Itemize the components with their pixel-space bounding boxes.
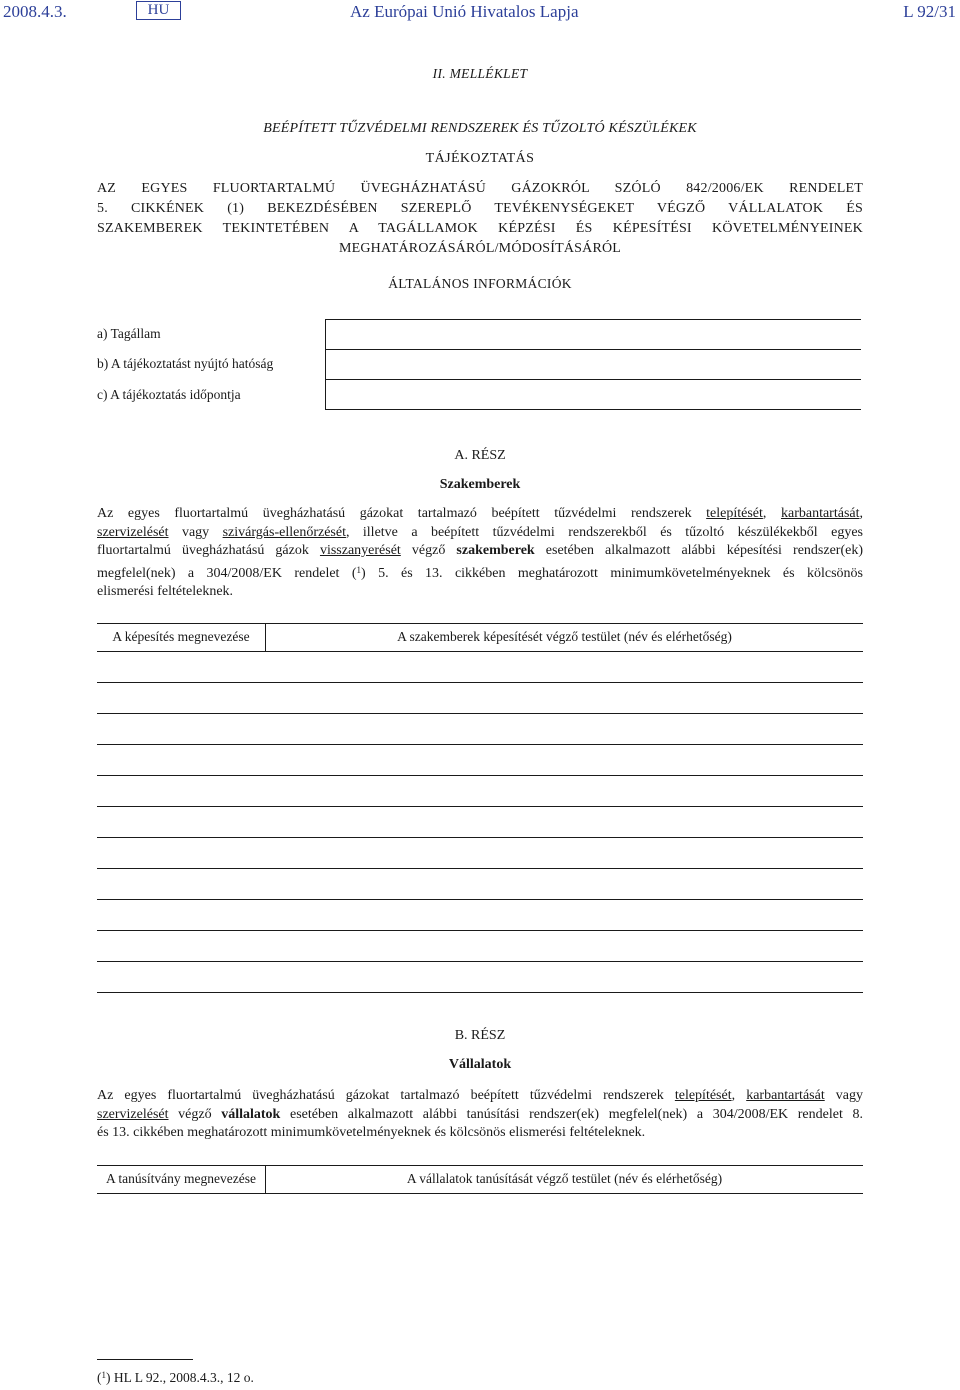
- table-b-col-certificate: A tanúsítvány megnevezése: [106, 1171, 256, 1186]
- table-b-top-rule: [97, 1165, 863, 1166]
- paragraph-line: elismerési feltételeknek.: [97, 584, 234, 600]
- publication-date: 2008.4.3.: [3, 2, 67, 21]
- part-b-paragraph: [97, 1087, 863, 1143]
- table-a-header-rule: [97, 651, 863, 652]
- footnote-text: HL L 92., 2008.4.3., 12 o.: [113, 1370, 254, 1385]
- info-table-rule: [325, 319, 861, 320]
- authority-field[interactable]: [327, 351, 859, 378]
- info-authority-label: b) A tájékoztatást nyújtó hatóság: [97, 356, 274, 371]
- underlined-term: telepítését: [706, 506, 763, 521]
- table-a-row-rule: [97, 713, 863, 714]
- table-b-header-rule: [97, 1193, 863, 1194]
- paragraph-line: Az egyes fluortartalmú üvegházhatású gázokat tartalmazó beépített tűzvédelmi rendszerek telepítését, karbantartását,: [97, 506, 863, 521]
- underlined-term: karbantartását: [780, 506, 860, 521]
- table-a-row-rule: [97, 682, 863, 683]
- underlined-term: telepítését: [674, 1088, 732, 1103]
- info-table-rule: [325, 379, 861, 380]
- table-a-row-rule: [97, 899, 863, 900]
- date-field[interactable]: [327, 381, 859, 408]
- info-date-label: c) A tájékoztatás időpontja: [97, 387, 241, 402]
- part-a-subheading: Szakemberek: [439, 477, 521, 492]
- bold-term: szakemberek: [456, 543, 535, 559]
- info-table-rule: [325, 349, 861, 350]
- part-a-paragraph: [97, 505, 863, 602]
- table-a-row-rule: [97, 868, 863, 869]
- footnote-mark: 1: [101, 1370, 106, 1380]
- part-b-heading: B. RÉSZ: [454, 1028, 506, 1043]
- info-table-divider: [325, 319, 326, 410]
- paragraph-line: Az egyes fluortartalmú üvegházhatású gázokat tartalmazó beépített tűzvédelmi rendszerek telepítését, karbantartását vagy: [97, 1088, 864, 1103]
- paragraph-line: szervizelését végző vállalatok esetében alkalmazott alábbi tanúsítási rendszer(ek) megfelel(nek) a 304/2008/EK rendelet 8.: [97, 1106, 863, 1122]
- table-a-row-rule: [97, 837, 863, 838]
- info-table-rule: [325, 409, 861, 410]
- table-a-top-rule: [97, 623, 863, 624]
- underlined-term: visszanyerését: [319, 543, 401, 559]
- underlined-term: szervizelését: [97, 524, 169, 540]
- document-subtitle: TÁJÉKOZTATÁS: [425, 151, 535, 166]
- info-member-state-label: a) Tagállam: [97, 326, 161, 341]
- journal-header: [0, 0, 960, 30]
- part-b-subheading: Vállalatok: [448, 1057, 512, 1072]
- paragraph-line: szervizelését vagy szivárgás-ellenőrzését, illetve a beépített tűzvédelmi rendszerekből és tűzoltó készülékekből egyes: [97, 524, 864, 540]
- member-state-field[interactable]: [327, 321, 859, 348]
- table-a-row-rule: [97, 992, 863, 993]
- annex-label: II. MELLÉKLET: [432, 66, 528, 81]
- table-a-col-qualification: A képesítés megnevezése: [112, 629, 250, 644]
- underlined-term: szervizelését: [97, 1106, 169, 1122]
- subject-line: SZAKEMBEREK TEKINTETÉBEN A TAGÁLLAMOK KÉPZÉSI ÉS KÉPESÍTÉSI KÖVETELMÉNYEINEK: [97, 221, 863, 236]
- general-info-heading: ÁLTALÁNOS INFORMÁCIÓK: [388, 276, 572, 291]
- footnote-separator: [97, 1359, 193, 1360]
- paragraph-line: és 13. cikkében meghatározott minimumkövetelményeknek és kölcsönös elismerési feltételeknek.: [97, 1125, 646, 1141]
- subject-line: AZ EGYES FLUORTARTALMÚ ÜVEGHÁZHATÁSÚ GÁZOKRÓL SZÓLÓ 842/2006/EK RENDELET: [97, 181, 863, 196]
- table-a-row-rule: [97, 930, 863, 931]
- table-a-row-rule: [97, 961, 863, 962]
- subject-line: 5. CIKKÉNEK (1) BEKEZDÉSÉBEN SZEREPLŐ TEVÉKENYSÉGEKET VÉGZŐ VÁLLALATOK ÉS: [97, 201, 863, 216]
- subject-block: [97, 179, 863, 259]
- paragraph-line: fluortartalmú üvegházhatású gázok visszanyerését végző szakemberek esetében alkalmazott alábbi képesítési rendszer(ek): [97, 543, 863, 559]
- language-badge: HU: [136, 1, 181, 20]
- underlined-term: karbantartását: [746, 1088, 825, 1103]
- table-b-col-body: A vállalatok tanúsítását végző testület (név és elérhetőség): [406, 1171, 723, 1186]
- footnote: ($^1$) HL L 92., 2008.4.3., 12 o.: [97, 1370, 254, 1385]
- part-a-heading: A. RÉSZ: [454, 448, 506, 463]
- table-a-col-body: A szakemberek képesítését végző testület (név és elérhetőség): [397, 629, 732, 644]
- journal-title: Az Európai Unió Hivatalos Lapja: [350, 2, 579, 21]
- table-a-row-rule: [97, 806, 863, 807]
- footnote-ref: 1: [356, 564, 362, 575]
- table-a-row-rule: [97, 775, 863, 776]
- paragraph-line: megfelel(nek) a 304/2008/EK rendelet ($^1$) 5. és 13. cikkében meghatározott minimumkövetelményeknek és kölcsönös: [97, 564, 863, 581]
- bold-term: vállalatok: [221, 1106, 281, 1122]
- subject-line: MEGHATÁROZÁSÁRÓL/MÓDOSÍTÁSÁRÓL: [338, 241, 622, 256]
- page-number: L 92/31: [903, 2, 956, 21]
- underlined-term: szivárgás-ellenőrzését: [222, 524, 346, 540]
- table-a-row-rule: [97, 744, 863, 745]
- document-title: BEÉPÍTETT TŰZVÉDELMI RENDSZEREK ÉS TŰZOLTÓ KÉSZÜLÉKEK: [263, 121, 697, 136]
